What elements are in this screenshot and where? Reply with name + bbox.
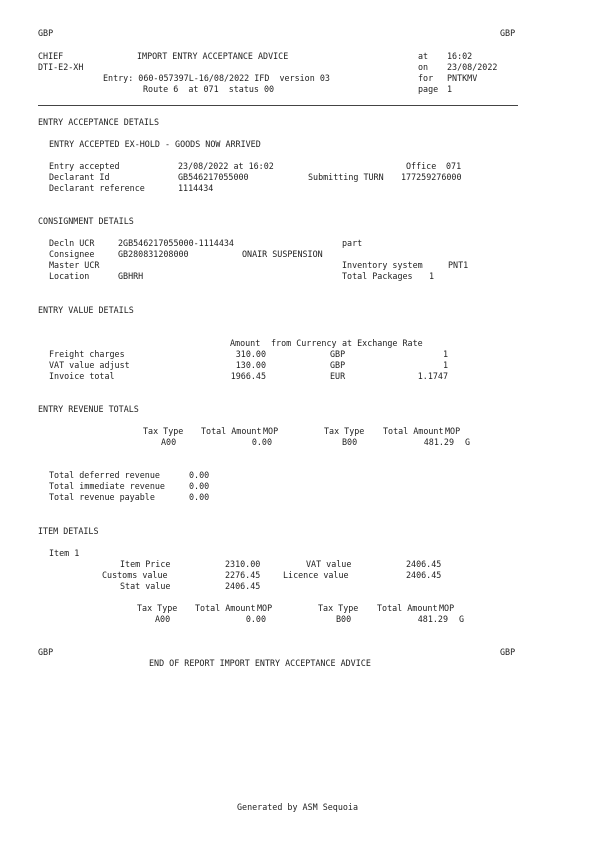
end-currency-left: GBP	[38, 647, 54, 657]
at-label: at	[418, 51, 429, 61]
item-tax-amount: 0.00	[245, 614, 266, 624]
end-currency-right: GBP	[500, 647, 516, 657]
value-row-amount: 310.00	[235, 349, 266, 359]
item-col-mop: MOP	[439, 603, 455, 613]
total-packages-label: Total Packages	[342, 271, 413, 281]
consignee-value: GB280831208000	[118, 249, 189, 259]
entry-line: Entry: 060-057397L-16/08/2022 IFD version 03	[103, 73, 330, 83]
value-col-exchange-rate: at Exchange Rate	[342, 338, 423, 348]
item-tax-mop: G	[459, 614, 465, 624]
revenue-tax-type: A00	[161, 437, 177, 447]
revenue-col-tax-type: Tax Type	[324, 426, 365, 436]
revenue-tax-type: B00	[342, 437, 358, 447]
item-tax-type: B00	[336, 614, 352, 624]
value-section-title: ENTRY VALUE DETAILS	[38, 305, 134, 315]
value-row-currency: GBP	[330, 349, 346, 359]
value-col-amount: Amount	[230, 338, 261, 348]
report-date: 23/08/2022	[447, 62, 498, 72]
terminal-id: DTI-E2-XH	[38, 62, 84, 72]
stat-value-value: 2406.45	[225, 581, 261, 591]
consignee-name: ONAIR SUSPENSION	[242, 249, 323, 259]
vat-value-label: VAT value	[306, 559, 352, 569]
submitting-turn-value: 177259276000	[401, 172, 462, 182]
page-number: 1	[447, 84, 453, 94]
revenue-col-mop: MOP	[263, 426, 279, 436]
deferred-revenue-label: Total deferred revenue	[49, 470, 160, 480]
value-row-label: Invoice total	[49, 371, 115, 381]
master-ucr-label: Master UCR	[49, 260, 100, 270]
stat-value-label: Stat value	[120, 581, 171, 591]
route-line: Route 6 at 071 status 00	[143, 84, 275, 94]
generated-by-footer: Generated by ASM Sequoia	[236, 802, 358, 812]
on-label: on	[418, 62, 429, 72]
revenue-col-mop: MOP	[445, 426, 461, 436]
customs-value-value: 2276.45	[225, 570, 261, 580]
system-name: CHIEF	[38, 51, 64, 61]
deferred-revenue-value: 0.00	[189, 470, 210, 480]
item-col-tax-type: Tax Type	[318, 603, 359, 613]
item-price-value: 2310.00	[225, 559, 261, 569]
inventory-system-value: PNT1	[448, 260, 469, 270]
item-price-label: Item Price	[120, 559, 171, 569]
inventory-system-label: Inventory system	[342, 260, 423, 270]
total-packages-value: 1	[429, 271, 435, 281]
report-time: 16:02	[447, 51, 473, 61]
item-tax-type: A00	[155, 614, 171, 624]
licence-value-label: Licence value	[283, 570, 349, 580]
item-section-title: ITEM DETAILS	[38, 526, 99, 536]
header-divider	[38, 105, 518, 106]
consignment-section-title: CONSIGNMENT DETAILS	[38, 216, 134, 226]
revenue-col-total-amount: Total Amount	[383, 426, 444, 436]
header-currency-right: GBP	[500, 28, 516, 38]
revenue-col-total-amount: Total Amount	[201, 426, 262, 436]
item-col-mop: MOP	[257, 603, 273, 613]
decln-ucr-label: Decln UCR	[49, 238, 95, 248]
payable-revenue-label: Total revenue payable	[49, 492, 155, 502]
value-row-label: Freight charges	[49, 349, 125, 359]
page-label: page	[418, 84, 439, 94]
vat-value-value: 2406.45	[406, 559, 442, 569]
acceptance-section-title: ENTRY ACCEPTANCE DETAILS	[38, 117, 160, 127]
revenue-section-title: ENTRY REVENUE TOTALS	[38, 404, 139, 414]
value-row-rate: 1	[442, 349, 448, 359]
declarant-id-label: Declarant Id	[49, 172, 110, 182]
part-label: part	[342, 238, 363, 248]
immediate-revenue-value: 0.00	[189, 481, 210, 491]
decln-ucr-value: 2GB546217055000-1114434	[118, 238, 234, 248]
value-row-rate: 1.1747	[417, 371, 448, 381]
office-label: Office	[406, 161, 437, 171]
location-label: Location	[49, 271, 90, 281]
for-label: for	[418, 73, 434, 83]
item-col-total-amount: Total Amount	[377, 603, 438, 613]
item-col-tax-type: Tax Type	[137, 603, 178, 613]
revenue-col-tax-type: Tax Type	[143, 426, 184, 436]
value-row-amount: 130.00	[235, 360, 266, 370]
value-row-currency: EUR	[330, 371, 346, 381]
value-row-amount: 1966.45	[230, 371, 266, 381]
submitting-turn-label: Submitting TURN	[308, 172, 384, 182]
declarant-reference-value: 1114434	[178, 183, 214, 193]
revenue-amount: 481.29	[423, 437, 454, 447]
declarant-id-value: GB546217055000	[178, 172, 249, 182]
item-tax-amount: 481.29	[417, 614, 448, 624]
office-value: 071	[446, 161, 462, 171]
consignee-label: Consignee	[49, 249, 95, 259]
payable-revenue-value: 0.00	[189, 492, 210, 502]
licence-value-value: 2406.45	[406, 570, 442, 580]
for-value: PNTKMV	[447, 73, 478, 83]
location-value: GBHRH	[118, 271, 144, 281]
value-row-rate: 1	[442, 360, 448, 370]
item-label: Item 1	[49, 548, 80, 558]
value-row-label: VAT value adjust	[49, 360, 130, 370]
revenue-mop: G	[465, 437, 471, 447]
report-title: IMPORT ENTRY ACCEPTANCE ADVICE	[137, 51, 289, 61]
acceptance-status: ENTRY ACCEPTED EX-HOLD - GOODS NOW ARRIVED	[49, 139, 261, 149]
immediate-revenue-label: Total immediate revenue	[49, 481, 165, 491]
item-col-total-amount: Total Amount	[195, 603, 256, 613]
end-of-report: END OF REPORT IMPORT ENTRY ACCEPTANCE ADVICE	[149, 658, 371, 668]
entry-accepted-label: Entry accepted	[49, 161, 120, 171]
revenue-amount: 0.00	[251, 437, 272, 447]
header-currency-left: GBP	[38, 28, 54, 38]
value-row-currency: GBP	[330, 360, 346, 370]
declarant-reference-label: Declarant reference	[49, 183, 145, 193]
value-col-from-currency: from Currency	[271, 338, 337, 348]
entry-accepted-value: 23/08/2022 at 16:02	[178, 161, 274, 171]
customs-value-label: Customs value	[102, 570, 168, 580]
